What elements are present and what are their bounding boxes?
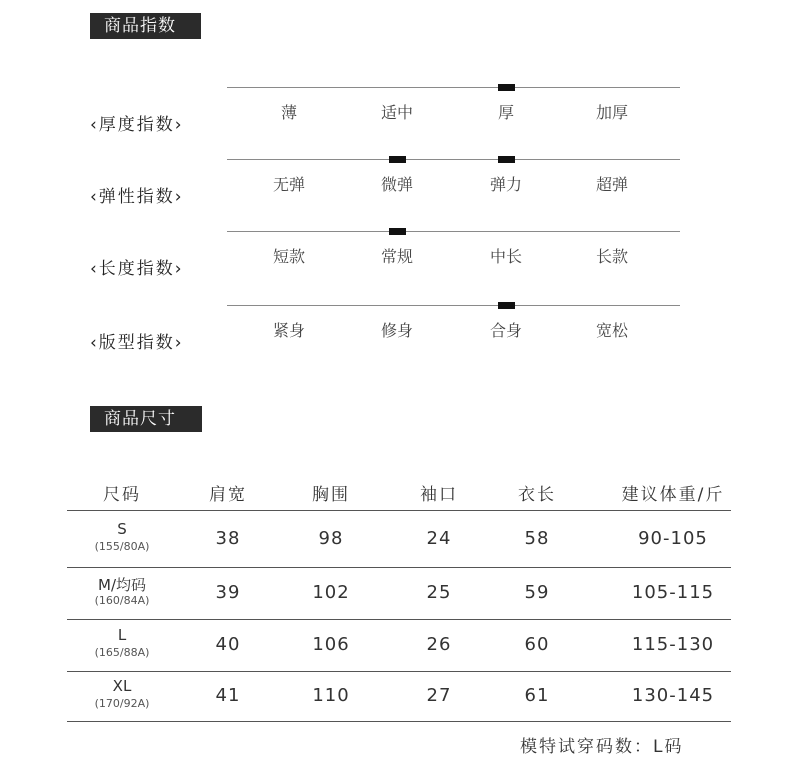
index-option: 适中 <box>380 103 413 122</box>
table-cell: 38 <box>215 527 241 549</box>
table-cell: 27 <box>426 685 452 706</box>
size-label: S <box>117 519 127 538</box>
table-cell: 25 <box>426 582 452 603</box>
index-option: 加厚 <box>595 103 628 122</box>
table-header-cell: 衣长 <box>518 485 556 505</box>
table-cell: 90-105 <box>638 527 708 549</box>
table-cell: 58 <box>524 527 550 549</box>
size-label: L <box>117 626 127 644</box>
index-option: 紧身 <box>272 321 305 340</box>
index-label: ‹版型指数› <box>90 333 184 353</box>
index-row <box>0 142 790 207</box>
table-cell: 39 <box>215 582 241 603</box>
table-header-cell: 胸围 <box>312 485 350 505</box>
index-option: 超弹 <box>595 175 628 194</box>
table-cell: 130-145 <box>631 685 715 706</box>
table-cell: 41 <box>215 685 241 706</box>
index-row <box>0 288 790 353</box>
index-option: 薄 <box>280 103 297 122</box>
size-sub-label: (165/88A) <box>94 646 150 659</box>
index-option: 弹力 <box>489 175 522 194</box>
index-scale-line <box>227 159 680 160</box>
size-sub-label: (170/92A) <box>94 697 150 710</box>
table-cell: 40 <box>215 634 241 655</box>
table-cell: 24 <box>426 527 452 549</box>
index-selected-marker <box>498 156 515 163</box>
table-cell: 106 <box>312 634 350 655</box>
index-option: 微弹 <box>380 175 413 194</box>
size-label: M/均码 <box>98 576 146 594</box>
size-sub-label: (155/80A) <box>94 539 150 553</box>
index-option: 修身 <box>380 321 413 340</box>
index-selected-marker <box>389 156 406 163</box>
table-header-cell: 尺码 <box>103 485 141 505</box>
index-label: ‹厚度指数› <box>90 115 184 135</box>
index-section-title: 商品指数 <box>90 13 201 39</box>
table-cell: 110 <box>312 685 350 706</box>
index-option: 长款 <box>595 247 628 266</box>
size-sub-label: (160/84A) <box>94 594 150 607</box>
model-size-note: 模特试穿码数：L码 <box>520 737 684 757</box>
table-cell: 26 <box>426 634 452 655</box>
table-divider <box>67 619 731 620</box>
index-option: 合身 <box>489 321 522 340</box>
table-divider <box>67 721 731 722</box>
index-selected-marker <box>498 302 515 309</box>
index-row <box>0 214 790 279</box>
table-header-cell: 建议体重/斤 <box>621 485 725 505</box>
table-cell: 61 <box>524 685 550 706</box>
index-option: 短款 <box>272 247 305 266</box>
index-scale-line <box>227 87 680 88</box>
table-cell: 102 <box>312 582 350 603</box>
size-section-title: 商品尺寸 <box>90 406 202 432</box>
table-cell: 59 <box>524 582 550 603</box>
table-divider <box>67 510 731 511</box>
table-cell: 115-130 <box>631 634 715 655</box>
index-scale-line <box>227 305 680 306</box>
table-header-cell: 袖口 <box>420 485 458 505</box>
table-cell: 60 <box>524 634 550 655</box>
index-option: 厚 <box>497 103 514 122</box>
index-option: 无弹 <box>272 175 305 194</box>
index-row <box>0 70 790 135</box>
index-option: 宽松 <box>595 321 628 340</box>
index-scale-line <box>227 231 680 232</box>
index-option: 常规 <box>380 247 413 266</box>
table-header-cell: 肩宽 <box>209 485 247 505</box>
index-option: 中长 <box>489 247 522 266</box>
size-label: XL <box>112 677 132 695</box>
table-divider <box>67 671 731 672</box>
table-cell: 98 <box>318 527 344 549</box>
index-label: ‹长度指数› <box>90 259 184 279</box>
index-selected-marker <box>498 84 515 91</box>
index-label: ‹弹性指数› <box>90 187 184 207</box>
table-cell: 105-115 <box>631 582 715 603</box>
table-divider <box>67 567 731 568</box>
index-selected-marker <box>389 228 406 235</box>
